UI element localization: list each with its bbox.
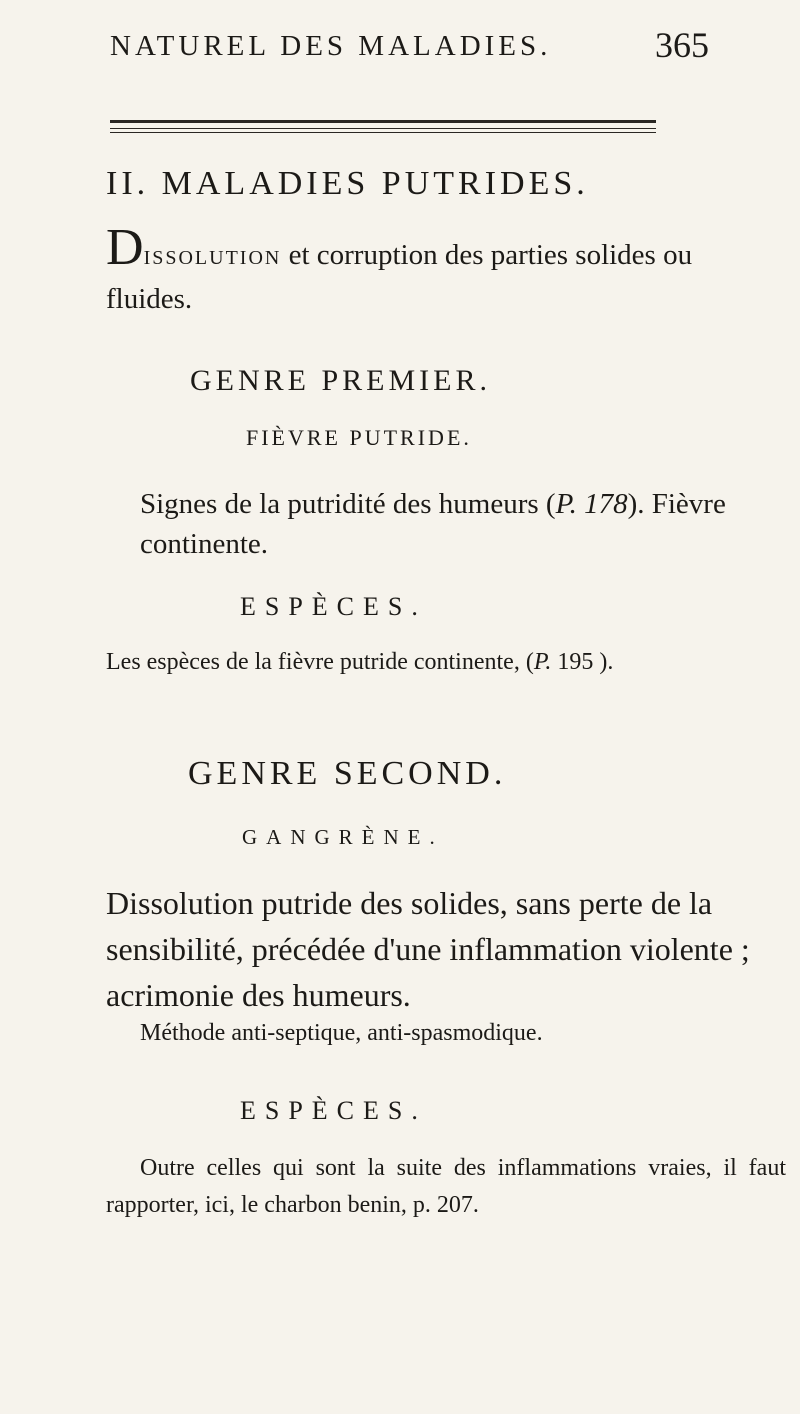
genre-1-signes-before: Signes de la putridité des humeurs ( [140, 488, 556, 520]
header-rule-thin-2 [110, 132, 656, 133]
running-head: NATUREL DES MALADIES. [110, 30, 552, 62]
genre-1-signes [140, 484, 760, 564]
genre-2-especes-text: Outre celles qui sont la suite des inflammations vraies, il faut rapporter, ici, le charbon benin, p. 207. [106, 1155, 786, 1218]
genre-1-heading: GENRE PREMIER. [190, 364, 492, 397]
genre-2-signes: Dissolution putride des solides, sans perte de la sensibilité, précédée d'une inflammation violente ; acrimonie des humeurs. [106, 885, 750, 1013]
genre-1-page-ref: P. 178 [555, 488, 628, 520]
genre-1-especes-before: Les espèces de la fièvre putride continente, ( [106, 649, 534, 675]
genre-1-name: FIÈVRE PUTRIDE. [246, 425, 472, 450]
genre-2-method: Méthode anti-septique, anti-spasmodique. [140, 1020, 543, 1046]
section-title: II. MALADIES PUTRIDES. [106, 165, 589, 202]
genre-2-especes-heading: ESPÈCES. [240, 1096, 427, 1125]
section-lead-paragraph [106, 219, 766, 321]
genre-2-name: GANGRÈNE. [242, 825, 444, 849]
page-number: 365 [655, 25, 709, 65]
genre-1-especes-text [106, 645, 766, 679]
lead-text: et corruption des parties solides ou fluides. [106, 239, 693, 315]
drop-cap: D [106, 219, 144, 276]
genre-1-especes-heading: ESPÈCES. [240, 592, 427, 621]
genre-1-especes-ref: P. [533, 649, 552, 675]
genre-2-heading: GENRE SECOND. [188, 755, 507, 792]
header-rule-thin [110, 128, 656, 129]
lead-smallcaps: issolution [143, 239, 282, 271]
header-rule-thick [110, 120, 656, 123]
genre-1-especes-after: 195 ). [551, 649, 614, 675]
genre-1-signes-after: ). Fièvre continente. [140, 488, 726, 560]
